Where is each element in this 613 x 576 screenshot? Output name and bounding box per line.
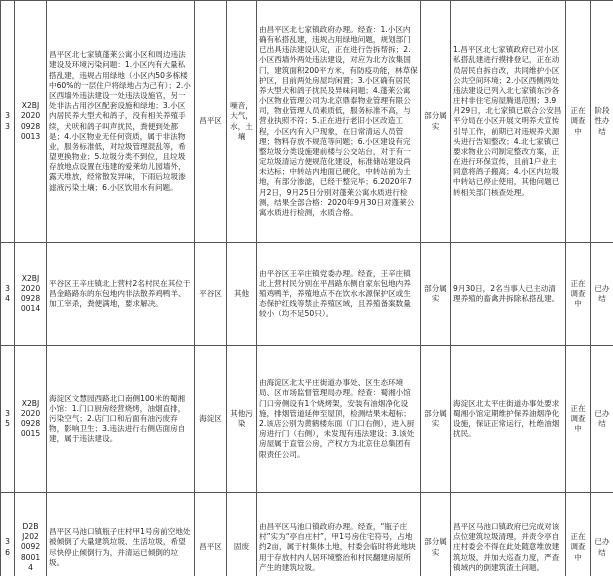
district: 昌平区: [195, 493, 227, 576]
handling-action: 海淀区北太平庄街道办事处要求蜀湘小馆定期维护保养油烟净化设施，保证正常运行，杜绝油烟扰民。: [451, 346, 566, 493]
investigation-result: 由昌平区北七家镇政府办理。经查：1.小区内确有私搭乱建，违规占用绿地问题，规划部门已出具违法建设认定，正在进行告拆帮拆；2.小区西墙外两处违法建设，对应为北方汝集国门，建筑面积200平方米，有防疫功能，林草保护区，目前两处房屋均闲置；3.小区确有居民养大型犬和鸽子扰民及异味问题；4.蓬莱公寓小区物业管理公司为北京鼎泰物业管理有限公司，物业管理人员素质低，服务标准不高，与营业执照不符；5.正在进行老旧小区改造工程，小区内有入户现象，在日常清运人员管理；物料存放不规范等问题；6.小区建设有完整垃圾分类设施建前楼与公交站台，对于有一定垃圾清运方便规范化建设，标准储站建设尚未达标；中转站内地面已硬化，中转站前为土地，有部分渗滤，已经干整完毕；6.2020年7月2日，9月25日分别对蓬莱公寓水质进行检测，结果全部合格：2020年9月30日对蓬莱公寓水质进行检测，水质合格。: [257, 1, 421, 243]
row-number: 34: [1, 243, 15, 346]
complaint-description: 昌平区北七家镇蓬莱公寓小区和周边违法建设及环境污染问题：1.小区内有大量私搭乱建，违规占用绿地（小区内50多栋楼中60%的一层住户将绿地占为己有）；2.小区西墙外违法建设一处违法设施官，另一处非法占用沙区配套设施和绿地；3.小区内居民养大型犬和鸽子，没有相关养殖手续，犬吠和鸽子叫声扰民，粪便到处都是；4.小区物业无任何资质，属于非法物业，服务标准低，对垃圾管理混乱等，希望更换物业；5.垃圾分类不到位，且垃圾存放地点设置在违建的爱莱幼儿园墙外，露天堆放，经常散发异味，下雨后垃圾渗滤液污染土壤；6.小区饮用水有问题。: [47, 1, 195, 243]
pollution-type: 其他污染: [227, 346, 257, 493]
district: 昌平区: [195, 1, 227, 243]
closure-status: 阶段性办结: [591, 1, 613, 243]
closure-status: 已办结: [591, 493, 613, 576]
district: 海淀区: [195, 346, 227, 493]
case-id: D2B J202 0092 8001 4: [15, 493, 47, 576]
verified-status: 部分属实: [421, 1, 451, 243]
investigation-result: 由海淀区北太平庄街道办事处、区生态环境局、区市场监督管理局办理。经查：蜀湘小馆门口旁侧设有1个烧烤架，安装有油烟净化设施，排烟管道延伸至屋顶，检测结果未超标；2.该店公别为黄鹤楼东面（门口右侧），进入厨房进行门（右侧），未发现有违法建设；3.该处房屋属于直管公房，产权方为北京住总集团有限责任公司。: [257, 346, 421, 493]
district: 平谷区: [195, 243, 227, 346]
progress-status: 正在调查中: [566, 493, 591, 576]
progress-status: 正在调查中: [566, 346, 591, 493]
case-id: X2BJ 2020 0928 0015: [15, 346, 47, 493]
table-row: [1, 1, 613, 243]
verified-status: 部分属实: [421, 346, 451, 493]
verified-status: 部分属实: [421, 493, 451, 576]
pollution-type: 噪音，大气，水，土壤: [227, 1, 257, 243]
progress-status: 正在调查中: [566, 1, 591, 243]
row-number: 35: [1, 346, 15, 493]
investigation-result: 由昌平区马池口镇政府办理。经查，“瓶子庄村”实为“亭自庄村”，甲1号房住宅符号，占地约2亩，属于村集体土地，村委会临时将此地块用于存放村内人居环境整治和村民翻建房屋所产生的建筑垃圾。: [257, 493, 421, 576]
pollution-type: 固废: [227, 493, 257, 576]
table-row: [1, 346, 613, 493]
verified-status: 部分属实: [421, 243, 451, 346]
table-row: [1, 493, 613, 576]
handling-action: 9月30日，2名当事人已主动清理养殖的畜禽并拆除私搭乱建。: [451, 243, 566, 346]
closure-status: 已办结: [591, 346, 613, 493]
case-id: X2BJ 2020 0928 0013: [15, 1, 47, 243]
progress-status: 正在调查中: [566, 243, 591, 346]
complaint-description: 平谷区王辛庄镇北上营村2名村民在其位于昌金路路东的东包地内非法散养鸡鸭羊、加工宰杀，粪便满地，要求解决。: [47, 243, 195, 346]
row-number: 36: [1, 493, 15, 576]
complaint-description: 海淀区文慧园西路北口南侧100米的蜀湘小馆：1.门口厨房经营烧烤，油烟直排，污染空气；2.店门口和后面有油污废弃物，影响卫生；3.违法进行右侧店面房自建，属于违法建设。: [47, 346, 195, 493]
case-id: X2BJ 2020 0928 0014: [15, 243, 47, 346]
complaint-description: 昌平区马池口镇瓶子庄村甲1号房前空地处被倾倒了大量建筑垃圾、生活垃圾，希望尽快停止倾倒行为，并清运已倾倒的垃圾。: [47, 493, 195, 576]
handling-action: 昌平区马池口镇政府已完成对该点位建筑垃圾清理，并责令亭自庄村委会不得在此处随意堆放建筑垃圾，并加大巡查力度，严查镇域内的倒建筑渣土问题。: [451, 493, 566, 576]
pollution-type: 其他: [227, 243, 257, 346]
closure-status: 已办结: [591, 243, 613, 346]
investigation-result: 由平谷区王辛庄镇党委办理。经查，王辛庄镇北上营村民分别在平昌路东侧自家东包地内养殖鸡鸭羊，养殖地点不在饮水水源保护区或生态保护红线等禁止养殖区域，且养殖备案数量较小（均不足50只）。: [257, 243, 421, 346]
table-row: [1, 243, 613, 346]
handling-action: 1.昌平区北七家镇政府已对小区私搭乱建进行摸排登记，正在动员居民自拆自改，共同维护小区公共空间环境；2.小区西侧两处违法建设已列入北七家镇东沙各庄村非住宅房屋腾退范围；3.9月29日，北七家镇已联合公安昌平分局在小区开展文明养犬宣传引导工作，前期已对违规养犬源头进行告知整改；4.北七家镇已要求物业公司制定整改方案，正在进行环保宣传，且前1户业主同意将鸽子搬离；4.小区内垃圾中转站已停止使用，其他问题已转相关部门核查处理。: [451, 1, 566, 243]
row-number: 33: [1, 1, 15, 243]
